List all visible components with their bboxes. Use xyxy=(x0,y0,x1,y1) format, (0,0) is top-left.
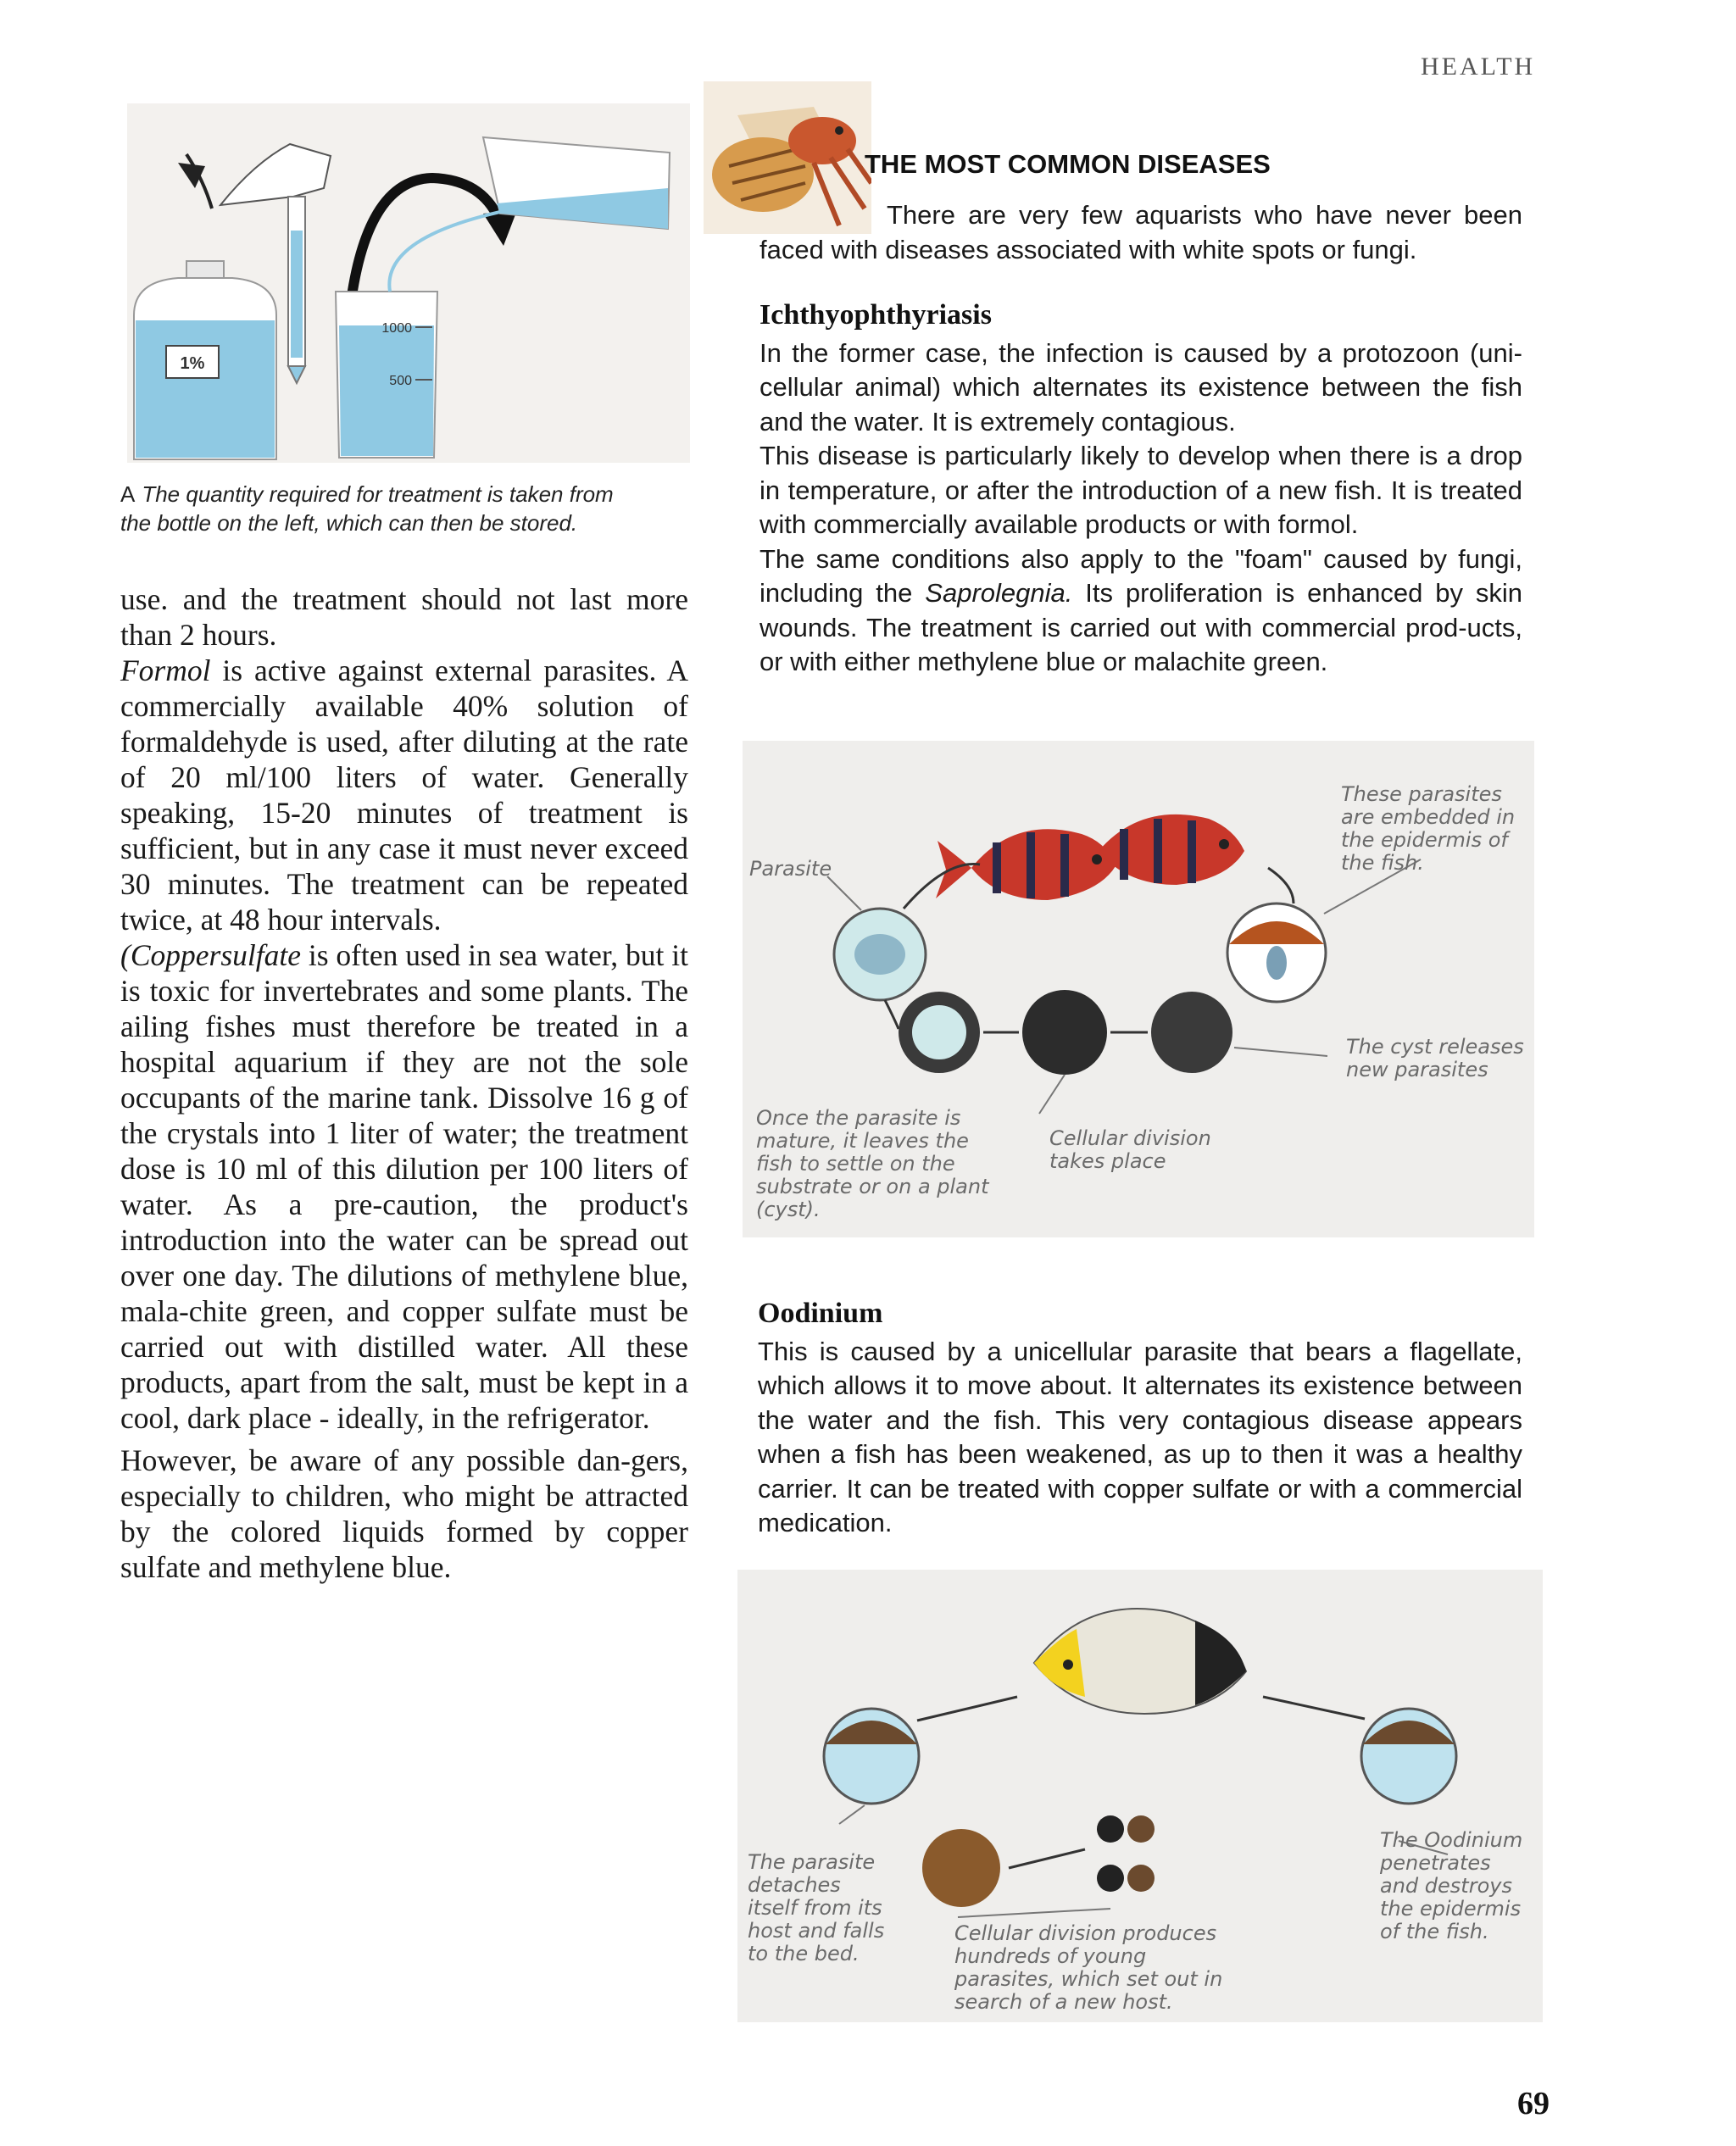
section-title: THE MOST COMMON DISEASES xyxy=(865,149,1271,179)
measuring-beaker xyxy=(336,292,437,458)
oodinium-section xyxy=(758,1297,1522,1541)
oodinium-heading: Oodinium xyxy=(758,1298,883,1329)
label-penetrates: The Oodinium penetrates and destroys the epidermis of the fish. xyxy=(1380,1828,1523,1943)
ich-paragraph-1: In the former case, the infection is caused by a protozoon (uni-cellular animal) which alternates its existence between the fish and the water. It is extremely contagious. xyxy=(760,337,1522,436)
label-young-parasites: Cellular division produces hundreds of young parasites, which set out in search of a new host. xyxy=(954,1921,1223,2014)
label-embedded: These parasites are embedded in the epidermis of the fish. xyxy=(1341,782,1516,875)
formol-term: Formol xyxy=(120,653,211,687)
ich-paragraph-3 xyxy=(760,542,1522,680)
caption-line-2: the bottle on the left, which can then be stored. xyxy=(120,510,578,536)
ich-p3-end: Its proliferation is enhanced by skin wounds. The treatment is carried out with commercial prod-ucts, or with either methylene blue or malachite green. xyxy=(760,578,1523,676)
page-number: 69 xyxy=(1517,2086,1550,2121)
copper-sulfate-term: (Coppersulfate xyxy=(120,938,301,972)
caption-line-1: The quantity required for treatment is taken from xyxy=(142,481,614,507)
dividing-cyst xyxy=(922,1829,1000,1907)
bottle-label: 1% xyxy=(180,354,205,373)
formol-text: is active against external parasites. A commercially available 40% solution of formaldehyde is used, after diluting at the rate of 20 ml/100 liters of water. Generally speaking, 15-20 minutes of treatment is sufficient, but in any case it must never exceed 30 minutes. The treatment can be repeated twice, at 48 hour intervals. xyxy=(120,653,688,937)
mark-1000: 1000 xyxy=(381,321,412,336)
label-parasite: Parasite xyxy=(749,857,832,881)
label-mature: Once the parasite is mature, it leaves the fish to settle on the substrate or on a plant (cyst). xyxy=(756,1106,989,1221)
left-paragraph-1: use. and the treatment should not last more than 2 hours. xyxy=(120,582,688,652)
stock-bottle xyxy=(134,261,276,459)
cell-division-circle xyxy=(1022,990,1107,1075)
left-paragraph-3 xyxy=(120,937,688,1436)
intro-sentence: There are very few aquarists who have never been faced with diseases associated with white spots or fungi. xyxy=(760,200,1522,264)
butterflyfish xyxy=(1034,1609,1246,1714)
intro-text xyxy=(760,198,1522,267)
ich-heading: Ichthyophthyriasis xyxy=(760,299,992,331)
running-header: HEALTH xyxy=(1421,53,1536,81)
left-column-text xyxy=(120,581,688,1585)
infected-fish-2 xyxy=(1099,814,1244,885)
copper-sulfate-text: is often used in sea water, but it is toxic for invertebrates and some plants. The ailing fishes must therefore be treated in a hospital aquarium if they are not the sole occupants of the marine tank. Dissolve 16 g of the crystals into 1 liter of water; the treatment dose is 10 ml of this dilution per 100 liters of water. As a pre-caution, the product's introduction into the water can be spread out over one day. The dilutions of methylene blue, mala-chite green, and copper sulfate must be carried out with distilled water. All these products, apart from the salt, must be kept in a cool, dark place - ideally, in the refrigerator. xyxy=(120,938,688,1435)
figure-caption xyxy=(120,480,697,537)
left-paragraph-4: However, be aware of any possible dan-gers, especially to children, who might be attracted by the colored liquids formed by copper sulfate and methylene blue. xyxy=(120,1443,688,1584)
dosing-illustration xyxy=(127,103,690,463)
ich-section xyxy=(760,298,1522,680)
label-detaches: The parasite detaches itself from its host and falls to the bed. xyxy=(748,1850,885,1965)
label-cell-division: Cellular division takes place xyxy=(1049,1126,1211,1173)
cyst-release-circle xyxy=(1151,992,1232,1073)
pouring-glass xyxy=(389,137,670,292)
label-cyst-releases: The cyst releases new parasites xyxy=(1346,1035,1524,1081)
oodinium-life-cycle-diagram xyxy=(737,1570,1543,2022)
left-paragraph-2 xyxy=(120,653,688,937)
ich-paragraph-2: This disease is particularly likely to develop when there is a drop in temperature, or after the introduction of a new fish. It is treated with commercially available products or with formol. xyxy=(760,441,1522,539)
mark-500: 500 xyxy=(389,374,412,388)
dosing-drawing xyxy=(127,103,690,463)
ich-p3-start: The same conditions also apply to the "foam" caused by fungi, including the xyxy=(760,543,1522,608)
saprolegnia-term: Saprolegnia. xyxy=(925,578,1073,608)
caption-letter: A xyxy=(120,481,136,507)
ich-life-cycle-diagram xyxy=(743,741,1534,1237)
oodinium-paragraph: This is caused by a unicellular parasite that bears a flagellate, which allows it to move about. It alternates its existence between the water and the fish. This very contagious disease appears when a fish has been weakened, as up to then it was a healthy carrier. It can be treated with copper sulfate or with a commercial medication. xyxy=(758,1336,1522,1537)
